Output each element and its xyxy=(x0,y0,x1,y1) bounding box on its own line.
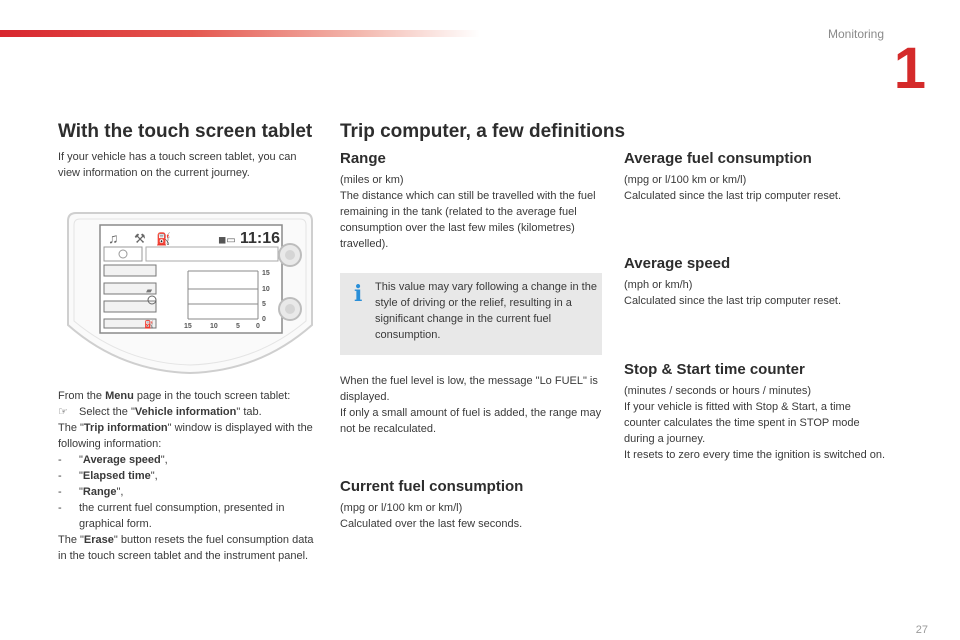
step-menu: From the Menu page in the touch screen tablet: xyxy=(58,390,291,402)
stop-start-heading: Stop & Start time counter xyxy=(624,361,805,378)
touch-screen-steps xyxy=(58,388,324,564)
list-item: - "Average speed", xyxy=(58,454,168,466)
pointer-icon: ☞ xyxy=(58,406,68,418)
list-item: - "Range", xyxy=(58,486,124,498)
trip-computer-title: Trip computer, a few definitions xyxy=(340,121,626,142)
info-icon: i xyxy=(354,281,363,307)
average-fuel-body: Calculated since the last trip computer reset. xyxy=(624,190,842,202)
scale-x-label: 10 xyxy=(210,323,218,330)
fuel-icon: ⛽ xyxy=(144,320,154,329)
average-speed-body: Calculated since the last trip computer reset. xyxy=(624,295,842,307)
stop-start-body: If your vehicle is fitted with Stop & Start, a time counter calculates the time spent in STOP mode during a journey. xyxy=(624,401,860,445)
header-color-bar xyxy=(0,30,480,37)
low-fuel-message: When the fuel level is low, the message "Lo FUEL" is displayed. xyxy=(340,375,598,403)
average-speed-heading: Average speed xyxy=(624,255,731,272)
chapter-number: 1 xyxy=(893,36,926,101)
average-speed-units: (mph or km/h) xyxy=(624,279,693,291)
step-window: The "Trip information" window is displayed with the following information: xyxy=(58,422,313,450)
scale-x-label: 5 xyxy=(236,323,240,330)
scale-y-label: 0 xyxy=(262,316,266,323)
tools-icon: ⚒ xyxy=(134,231,146,246)
scale-x-label: 15 xyxy=(184,323,192,330)
screen-clock: 11:16 xyxy=(240,230,281,247)
touch-screen-intro: If your vehicle has a touch screen tablet, you can view information on the current journey. xyxy=(58,151,297,179)
touch-screen-illustration xyxy=(60,209,320,379)
low-fuel-refill: If only a small amount of fuel is added, the range may not be recalculated. xyxy=(340,407,602,435)
vehicle-icon: ⛽ xyxy=(156,232,171,246)
step-erase: The "Erase" button resets the fuel consumption data in the touch screen tablet and the instrument panel. xyxy=(58,534,314,562)
scale-y-label: 15 xyxy=(262,270,270,277)
touch-screen-title: With the touch screen tablet xyxy=(58,121,313,142)
page-number: 27 xyxy=(915,624,928,636)
range-heading: Range xyxy=(340,150,386,167)
average-fuel-heading: Average fuel consumption xyxy=(624,150,812,167)
current-consumption-units: (mpg or l/100 km or km/l) xyxy=(340,502,463,514)
current-consumption-heading: Current fuel consumption xyxy=(340,478,524,495)
section-name: Monitoring xyxy=(827,27,884,41)
scale-y-label: 10 xyxy=(262,286,270,293)
stop-start-reset: It resets to zero every time the ignition is switched on. xyxy=(624,449,886,461)
status-icons: ◼▭ xyxy=(218,235,236,246)
step-select-tab: ☞ Select the "Vehicle information" tab. xyxy=(58,406,262,418)
scale-x-label: 0 xyxy=(256,323,260,330)
info-note-text: This value may vary following a change in the style of driving or the relief, resulting in a significant change in the current fuel consumption. xyxy=(375,281,597,341)
list-item: - "Elapsed time", xyxy=(58,470,158,482)
list-item: - the current fuel consumption, presented in graphical form. xyxy=(58,502,285,530)
scale-y-label: 5 xyxy=(262,301,266,308)
current-consumption-body: Calculated over the last few seconds. xyxy=(340,518,523,530)
info-note xyxy=(340,273,602,355)
range-units: (miles or km) xyxy=(340,174,404,186)
range-body: The distance which can still be travelled with the fuel remaining in the tank (related to the average fuel consumption over the last few miles (kilometres) travelled). xyxy=(340,190,596,250)
stop-start-units: (minutes / seconds or hours / minutes) xyxy=(624,385,812,397)
average-fuel-units: (mpg or l/100 km or km/l) xyxy=(624,174,747,186)
car-icon: ▰ xyxy=(146,286,153,295)
music-icon: ♫ xyxy=(108,230,119,246)
